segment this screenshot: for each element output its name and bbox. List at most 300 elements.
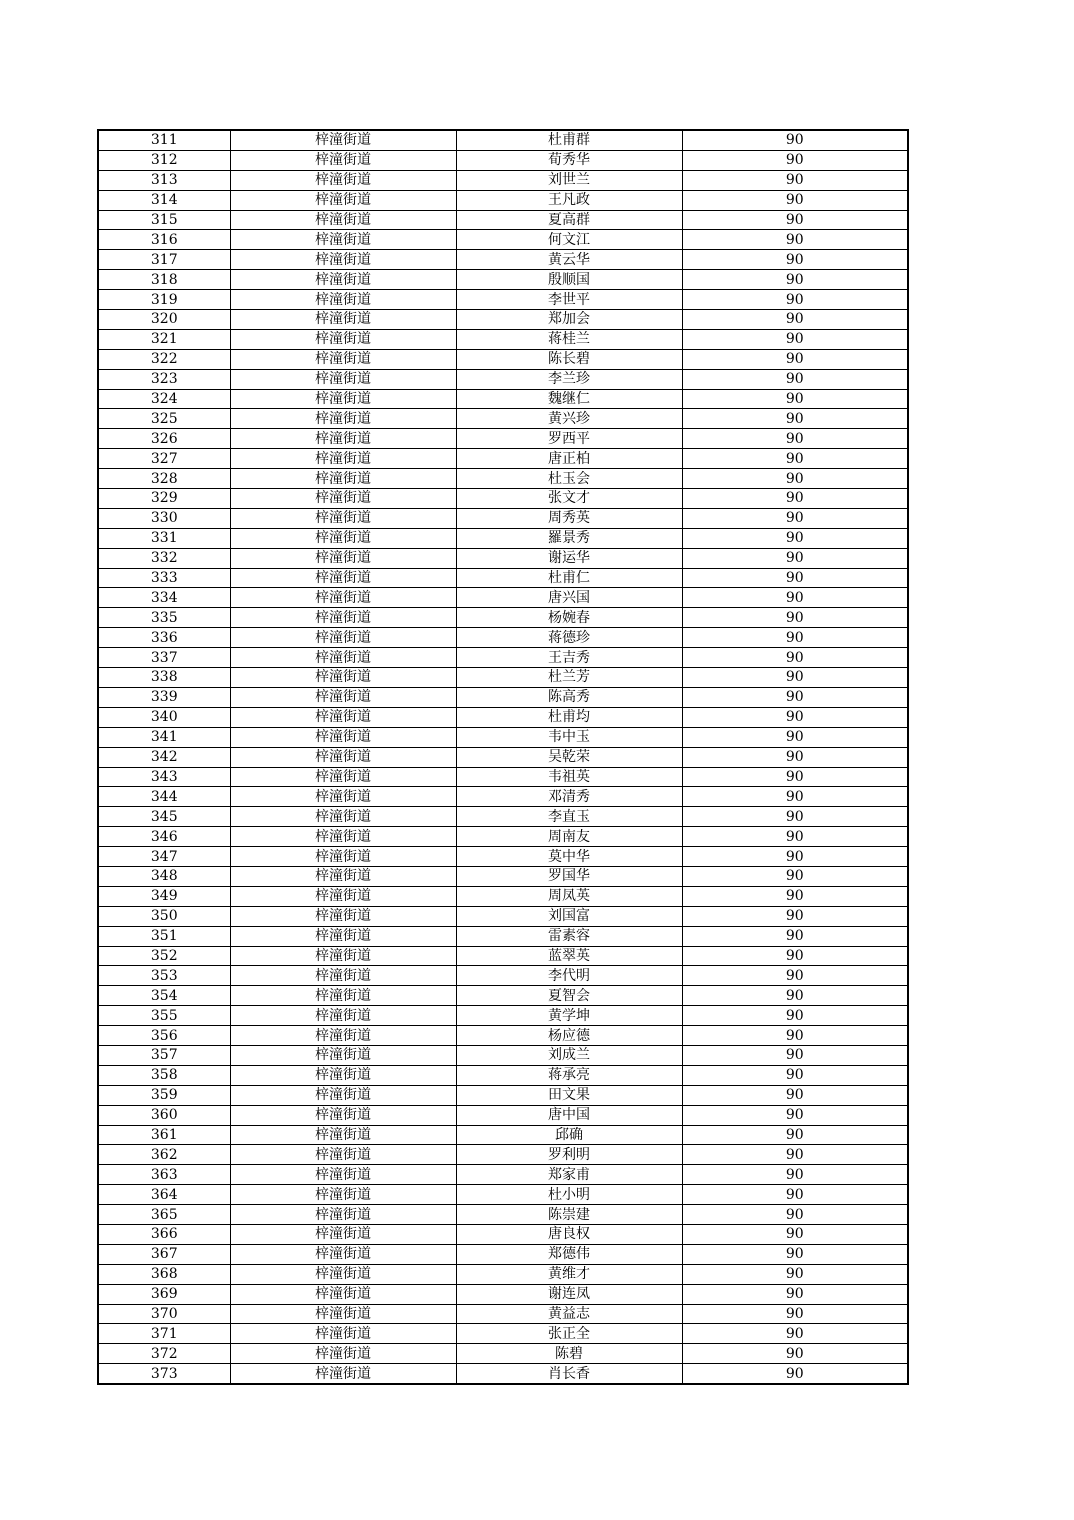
- street-cell: 梓潼街道: [230, 1324, 456, 1344]
- name-cell: 莫中华: [456, 847, 682, 867]
- name-cell: 陈崇建: [456, 1205, 682, 1225]
- table-row: [98, 409, 908, 429]
- street-cell: 梓潼街道: [230, 628, 456, 648]
- amount-cell: 90: [682, 170, 908, 190]
- table-row: [98, 1045, 908, 1065]
- row-number-cell: 363: [98, 1165, 230, 1185]
- table-row: [98, 866, 908, 886]
- name-cell: 蒋承亮: [456, 1065, 682, 1085]
- row-number-cell: 328: [98, 469, 230, 489]
- amount-cell: 90: [682, 1344, 908, 1364]
- row-number-cell: 356: [98, 1026, 230, 1046]
- street-cell: 梓潼街道: [230, 1045, 456, 1065]
- street-cell: 梓潼街道: [230, 1065, 456, 1085]
- amount-cell: 90: [682, 1244, 908, 1264]
- amount-cell: 90: [682, 1105, 908, 1125]
- row-number-cell: 333: [98, 568, 230, 588]
- row-number-cell: 316: [98, 230, 230, 250]
- street-cell: 梓潼街道: [230, 1006, 456, 1026]
- amount-cell: 90: [682, 668, 908, 688]
- row-number-cell: 349: [98, 886, 230, 906]
- street-cell: 梓潼街道: [230, 727, 456, 747]
- amount-cell: 90: [682, 369, 908, 389]
- table-row: [98, 310, 908, 330]
- row-number-cell: 358: [98, 1065, 230, 1085]
- name-cell: 夏智会: [456, 986, 682, 1006]
- street-cell: 梓潼街道: [230, 866, 456, 886]
- name-cell: 邓清秀: [456, 787, 682, 807]
- amount-cell: 90: [682, 1185, 908, 1205]
- table-row: [98, 747, 908, 767]
- row-number-cell: 371: [98, 1324, 230, 1344]
- row-number-cell: 367: [98, 1244, 230, 1264]
- name-cell: 殷顺国: [456, 270, 682, 290]
- amount-cell: 90: [682, 1224, 908, 1244]
- row-number-cell: 323: [98, 369, 230, 389]
- amount-cell: 90: [682, 847, 908, 867]
- table-row: [98, 1026, 908, 1046]
- amount-cell: 90: [682, 210, 908, 230]
- street-cell: 梓潼街道: [230, 489, 456, 509]
- name-cell: 张文才: [456, 489, 682, 509]
- table-row: [98, 608, 908, 628]
- row-number-cell: 357: [98, 1045, 230, 1065]
- row-number-cell: 317: [98, 250, 230, 270]
- name-cell: 唐良权: [456, 1224, 682, 1244]
- table-row: [98, 548, 908, 568]
- amount-cell: 90: [682, 807, 908, 827]
- table-row: [98, 886, 908, 906]
- row-number-cell: 325: [98, 409, 230, 429]
- name-cell: 罗西平: [456, 429, 682, 449]
- amount-cell: 90: [682, 449, 908, 469]
- table-row: [98, 946, 908, 966]
- street-cell: 梓潼街道: [230, 1224, 456, 1244]
- name-cell: 周秀英: [456, 508, 682, 528]
- table-row: [98, 290, 908, 310]
- street-cell: 梓潼街道: [230, 687, 456, 707]
- amount-cell: 90: [682, 1145, 908, 1165]
- table-row: [98, 628, 908, 648]
- row-number-cell: 341: [98, 727, 230, 747]
- amount-cell: 90: [682, 986, 908, 1006]
- name-cell: 唐正柏: [456, 449, 682, 469]
- street-cell: 梓潼街道: [230, 1244, 456, 1264]
- table-row: [98, 489, 908, 509]
- amount-cell: 90: [682, 687, 908, 707]
- row-number-cell: 312: [98, 150, 230, 170]
- table-row: [98, 648, 908, 668]
- table-row: [98, 1244, 908, 1264]
- amount-cell: 90: [682, 489, 908, 509]
- table-row: [98, 1324, 908, 1344]
- row-number-cell: 364: [98, 1185, 230, 1205]
- amount-cell: 90: [682, 250, 908, 270]
- table-row: [98, 270, 908, 290]
- street-cell: 梓潼街道: [230, 1284, 456, 1304]
- table-row: [98, 230, 908, 250]
- amount-cell: 90: [682, 608, 908, 628]
- street-cell: 梓潼街道: [230, 548, 456, 568]
- name-cell: 蓝翠英: [456, 946, 682, 966]
- name-cell: 黄兴珍: [456, 409, 682, 429]
- street-cell: 梓潼街道: [230, 130, 456, 150]
- amount-cell: 90: [682, 1045, 908, 1065]
- amount-cell: 90: [682, 389, 908, 409]
- name-cell: 杜玉会: [456, 469, 682, 489]
- name-cell: 杜小明: [456, 1185, 682, 1205]
- table-row: [98, 1185, 908, 1205]
- name-cell: 唐中国: [456, 1105, 682, 1125]
- name-cell: 陈高秀: [456, 687, 682, 707]
- amount-cell: 90: [682, 528, 908, 548]
- amount-cell: 90: [682, 270, 908, 290]
- amount-cell: 90: [682, 1026, 908, 1046]
- amount-cell: 90: [682, 150, 908, 170]
- amount-cell: 90: [682, 329, 908, 349]
- amount-cell: 90: [682, 1065, 908, 1085]
- street-cell: 梓潼街道: [230, 170, 456, 190]
- table-row: [98, 1224, 908, 1244]
- row-number-cell: 313: [98, 170, 230, 190]
- street-cell: 梓潼街道: [230, 1145, 456, 1165]
- table-row: [98, 668, 908, 688]
- street-cell: 梓潼街道: [230, 588, 456, 608]
- street-cell: 梓潼街道: [230, 648, 456, 668]
- amount-cell: 90: [682, 429, 908, 449]
- table-row: [98, 687, 908, 707]
- table-row: [98, 1344, 908, 1364]
- table-row: [98, 1304, 908, 1324]
- row-number-cell: 326: [98, 429, 230, 449]
- name-cell: 何文江: [456, 230, 682, 250]
- table-row: [98, 429, 908, 449]
- table-row: [98, 250, 908, 270]
- street-cell: 梓潼街道: [230, 150, 456, 170]
- row-number-cell: 346: [98, 827, 230, 847]
- amount-cell: 90: [682, 926, 908, 946]
- name-cell: 谢运华: [456, 548, 682, 568]
- row-number-cell: 339: [98, 687, 230, 707]
- amount-cell: 90: [682, 190, 908, 210]
- table-row: [98, 1145, 908, 1165]
- row-number-cell: 327: [98, 449, 230, 469]
- row-number-cell: 369: [98, 1284, 230, 1304]
- table-row: [98, 1264, 908, 1284]
- name-cell: 陈碧: [456, 1344, 682, 1364]
- name-cell: 唐兴国: [456, 588, 682, 608]
- table-row: [98, 1364, 908, 1384]
- row-number-cell: 353: [98, 966, 230, 986]
- street-cell: 梓潼街道: [230, 847, 456, 867]
- table-row: [98, 190, 908, 210]
- table-row: [98, 568, 908, 588]
- row-number-cell: 345: [98, 807, 230, 827]
- row-number-cell: 354: [98, 986, 230, 1006]
- amount-cell: 90: [682, 966, 908, 986]
- street-cell: 梓潼街道: [230, 807, 456, 827]
- street-cell: 梓潼街道: [230, 986, 456, 1006]
- name-cell: 陈长碧: [456, 349, 682, 369]
- street-cell: 梓潼街道: [230, 966, 456, 986]
- amount-cell: 90: [682, 130, 908, 150]
- amount-cell: 90: [682, 1364, 908, 1384]
- street-cell: 梓潼街道: [230, 230, 456, 250]
- street-cell: 梓潼街道: [230, 1205, 456, 1225]
- street-cell: 梓潼街道: [230, 707, 456, 727]
- street-cell: 梓潼街道: [230, 528, 456, 548]
- row-number-cell: 368: [98, 1264, 230, 1284]
- street-cell: 梓潼街道: [230, 1105, 456, 1125]
- row-number-cell: 352: [98, 946, 230, 966]
- amount-cell: 90: [682, 707, 908, 727]
- table-row: [98, 727, 908, 747]
- street-cell: 梓潼街道: [230, 608, 456, 628]
- table-row: [98, 130, 908, 150]
- table-row: [98, 508, 908, 528]
- table-row: [98, 847, 908, 867]
- name-cell: 王凡政: [456, 190, 682, 210]
- street-cell: 梓潼街道: [230, 449, 456, 469]
- row-number-cell: 324: [98, 389, 230, 409]
- table-row: [98, 1065, 908, 1085]
- amount-cell: 90: [682, 588, 908, 608]
- street-cell: 梓潼街道: [230, 310, 456, 330]
- name-cell: 蒋桂兰: [456, 329, 682, 349]
- name-cell: 郑德伟: [456, 1244, 682, 1264]
- name-cell: 邱确: [456, 1125, 682, 1145]
- row-number-cell: 373: [98, 1364, 230, 1384]
- row-number-cell: 321: [98, 329, 230, 349]
- table-row: [98, 787, 908, 807]
- amount-cell: 90: [682, 290, 908, 310]
- amount-cell: 90: [682, 1165, 908, 1185]
- row-number-cell: 351: [98, 926, 230, 946]
- name-cell: 杜甫均: [456, 707, 682, 727]
- name-cell: 杨婉春: [456, 608, 682, 628]
- amount-cell: 90: [682, 1284, 908, 1304]
- name-cell: 罗利明: [456, 1145, 682, 1165]
- table-row: [98, 1085, 908, 1105]
- name-cell: 杨应德: [456, 1026, 682, 1046]
- row-number-cell: 359: [98, 1085, 230, 1105]
- street-cell: 梓潼街道: [230, 349, 456, 369]
- row-number-cell: 347: [98, 847, 230, 867]
- table-row: [98, 1105, 908, 1125]
- row-number-cell: 360: [98, 1105, 230, 1125]
- amount-cell: 90: [682, 1324, 908, 1344]
- table-row: [98, 986, 908, 1006]
- amount-cell: 90: [682, 648, 908, 668]
- name-cell: 李直玉: [456, 807, 682, 827]
- amount-cell: 90: [682, 469, 908, 489]
- amount-cell: 90: [682, 727, 908, 747]
- name-cell: 荀秀华: [456, 150, 682, 170]
- name-cell: 李代明: [456, 966, 682, 986]
- row-number-cell: 320: [98, 310, 230, 330]
- name-cell: 黄维才: [456, 1264, 682, 1284]
- street-cell: 梓潼街道: [230, 270, 456, 290]
- row-number-cell: 365: [98, 1205, 230, 1225]
- table-row: [98, 528, 908, 548]
- table-row: [98, 1006, 908, 1026]
- street-cell: 梓潼街道: [230, 926, 456, 946]
- table-row: [98, 1284, 908, 1304]
- street-cell: 梓潼街道: [230, 389, 456, 409]
- street-cell: 梓潼街道: [230, 787, 456, 807]
- street-cell: 梓潼街道: [230, 369, 456, 389]
- amount-cell: 90: [682, 827, 908, 847]
- street-cell: 梓潼街道: [230, 827, 456, 847]
- name-cell: 杜兰芳: [456, 668, 682, 688]
- row-number-cell: 332: [98, 548, 230, 568]
- name-cell: 肖长香: [456, 1364, 682, 1384]
- street-cell: 梓潼街道: [230, 250, 456, 270]
- row-number-cell: 329: [98, 489, 230, 509]
- table-row: [98, 469, 908, 489]
- row-number-cell: 350: [98, 906, 230, 926]
- name-cell: 李世平: [456, 290, 682, 310]
- amount-cell: 90: [682, 310, 908, 330]
- amount-cell: 90: [682, 946, 908, 966]
- street-cell: 梓潼街道: [230, 409, 456, 429]
- amount-cell: 90: [682, 886, 908, 906]
- row-number-cell: 322: [98, 349, 230, 369]
- street-cell: 梓潼街道: [230, 1085, 456, 1105]
- name-cell: 田文果: [456, 1085, 682, 1105]
- row-number-cell: 330: [98, 508, 230, 528]
- row-number-cell: 348: [98, 866, 230, 886]
- row-number-cell: 342: [98, 747, 230, 767]
- amount-cell: 90: [682, 409, 908, 429]
- row-number-cell: 362: [98, 1145, 230, 1165]
- table-row: [98, 1125, 908, 1145]
- table-row: [98, 210, 908, 230]
- street-cell: 梓潼街道: [230, 1125, 456, 1145]
- street-cell: 梓潼街道: [230, 1264, 456, 1284]
- row-number-cell: 331: [98, 528, 230, 548]
- amount-cell: 90: [682, 548, 908, 568]
- row-number-cell: 335: [98, 608, 230, 628]
- name-cell: 王吉秀: [456, 648, 682, 668]
- street-cell: 梓潼街道: [230, 1185, 456, 1205]
- row-number-cell: 336: [98, 628, 230, 648]
- table-row: [98, 449, 908, 469]
- amount-cell: 90: [682, 1304, 908, 1324]
- street-cell: 梓潼街道: [230, 767, 456, 787]
- street-cell: 梓潼街道: [230, 329, 456, 349]
- amount-cell: 90: [682, 906, 908, 926]
- name-cell: 黄云华: [456, 250, 682, 270]
- row-number-cell: 355: [98, 1006, 230, 1026]
- name-cell: 韦中玉: [456, 727, 682, 747]
- name-cell: 羅景秀: [456, 528, 682, 548]
- row-number-cell: 366: [98, 1224, 230, 1244]
- table-row: [98, 170, 908, 190]
- street-cell: 梓潼街道: [230, 747, 456, 767]
- street-cell: 梓潼街道: [230, 1364, 456, 1384]
- table-row: [98, 150, 908, 170]
- table-row: [98, 588, 908, 608]
- name-cell: 郑加会: [456, 310, 682, 330]
- row-number-cell: 370: [98, 1304, 230, 1324]
- street-cell: 梓潼街道: [230, 1026, 456, 1046]
- street-cell: 梓潼街道: [230, 210, 456, 230]
- street-cell: 梓潼街道: [230, 190, 456, 210]
- name-cell: 刘世兰: [456, 170, 682, 190]
- name-cell: 韦祖英: [456, 767, 682, 787]
- table-row: [98, 389, 908, 409]
- table-row: [98, 807, 908, 827]
- row-number-cell: 319: [98, 290, 230, 310]
- name-cell: 杜甫仁: [456, 568, 682, 588]
- name-cell: 刘成兰: [456, 1045, 682, 1065]
- row-number-cell: 372: [98, 1344, 230, 1364]
- street-cell: 梓潼街道: [230, 906, 456, 926]
- amount-cell: 90: [682, 230, 908, 250]
- street-cell: 梓潼街道: [230, 1304, 456, 1324]
- name-cell: 李兰珍: [456, 369, 682, 389]
- street-cell: 梓潼街道: [230, 886, 456, 906]
- street-cell: 梓潼街道: [230, 508, 456, 528]
- amount-cell: 90: [682, 747, 908, 767]
- row-number-cell: 315: [98, 210, 230, 230]
- name-cell: 魏继仁: [456, 389, 682, 409]
- name-cell: 夏高群: [456, 210, 682, 230]
- row-number-cell: 344: [98, 787, 230, 807]
- name-cell: 谢连凤: [456, 1284, 682, 1304]
- amount-cell: 90: [682, 866, 908, 886]
- amount-cell: 90: [682, 508, 908, 528]
- amount-cell: 90: [682, 1085, 908, 1105]
- street-cell: 梓潼街道: [230, 469, 456, 489]
- table-row: [98, 329, 908, 349]
- name-cell: 杜甫群: [456, 130, 682, 150]
- row-number-cell: 318: [98, 270, 230, 290]
- table-row: [98, 369, 908, 389]
- street-cell: 梓潼街道: [230, 290, 456, 310]
- row-number-cell: 334: [98, 588, 230, 608]
- row-number-cell: 338: [98, 668, 230, 688]
- roster-table: [97, 129, 909, 1385]
- amount-cell: 90: [682, 349, 908, 369]
- name-cell: 刘国富: [456, 906, 682, 926]
- amount-cell: 90: [682, 1006, 908, 1026]
- name-cell: 黄学坤: [456, 1006, 682, 1026]
- table-row: [98, 926, 908, 946]
- street-cell: 梓潼街道: [230, 946, 456, 966]
- street-cell: 梓潼街道: [230, 1344, 456, 1364]
- name-cell: 吴乾荣: [456, 747, 682, 767]
- row-number-cell: 337: [98, 648, 230, 668]
- table-row: [98, 1205, 908, 1225]
- row-number-cell: 343: [98, 767, 230, 787]
- amount-cell: 90: [682, 787, 908, 807]
- row-number-cell: 314: [98, 190, 230, 210]
- street-cell: 梓潼街道: [230, 429, 456, 449]
- amount-cell: 90: [682, 1264, 908, 1284]
- amount-cell: 90: [682, 568, 908, 588]
- name-cell: 蒋德珍: [456, 628, 682, 648]
- name-cell: 罗国华: [456, 866, 682, 886]
- table-row: [98, 349, 908, 369]
- table-row: [98, 1165, 908, 1185]
- name-cell: 张正全: [456, 1324, 682, 1344]
- row-number-cell: 311: [98, 130, 230, 150]
- table-row: [98, 966, 908, 986]
- table-row: [98, 827, 908, 847]
- street-cell: 梓潼街道: [230, 1165, 456, 1185]
